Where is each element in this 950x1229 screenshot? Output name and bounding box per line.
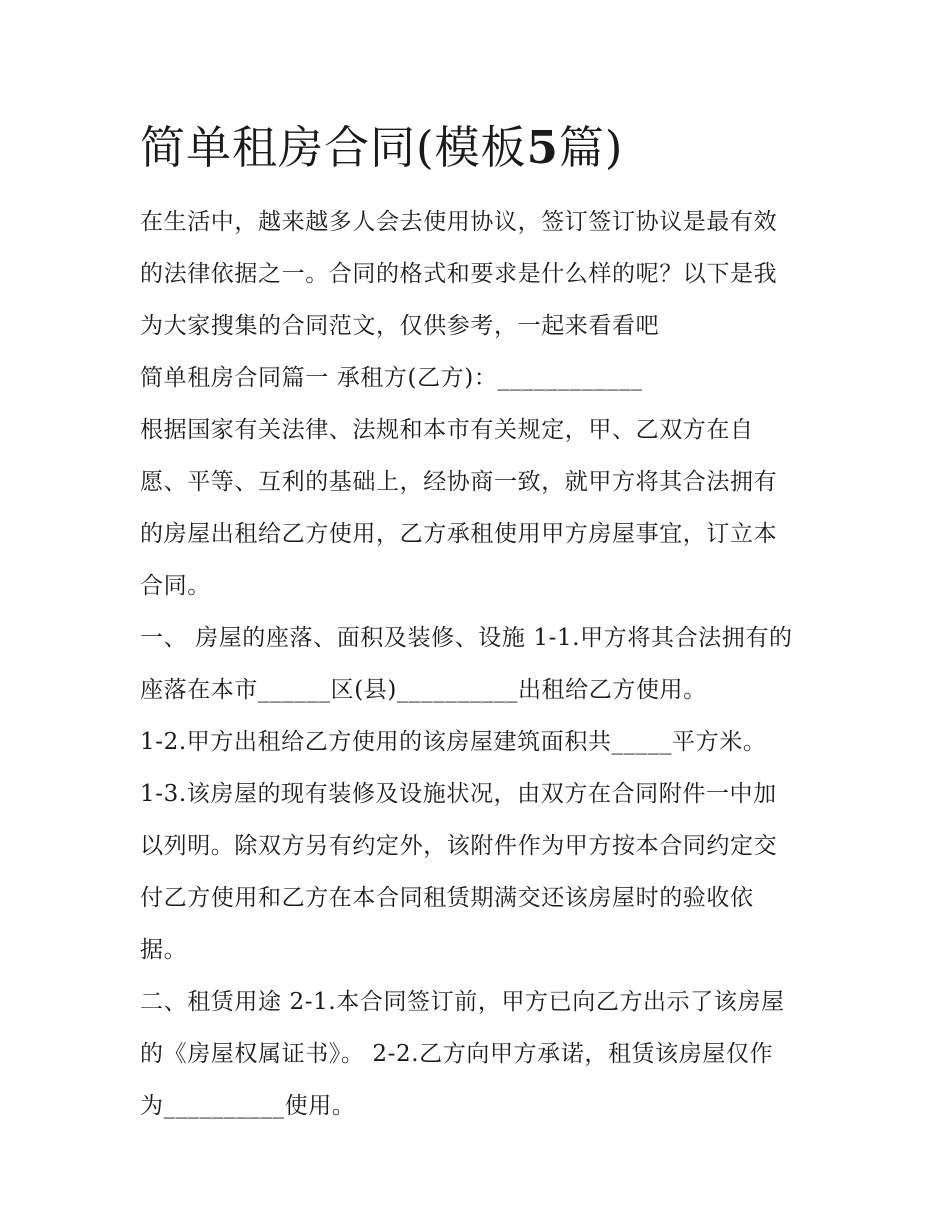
title-number: 5 — [526, 121, 559, 174]
body-line: 据。 — [140, 937, 188, 963]
title-text-start: 简单租房合同(模板 — [140, 121, 527, 174]
body-line: 1-3.该房屋的现有装修及设施状况，由双方在合同附件一中加 — [140, 781, 777, 807]
body-line: 的《房屋权属证书》。 2-2.乙方向甲方承诺，租赁该房屋仅作 — [140, 1041, 774, 1067]
title-text-end: 篇) — [558, 121, 624, 174]
document-body — [140, 196, 830, 1132]
body-line: 付乙方使用和乙方在本合同租赁期满交还该房屋时的验收依 — [140, 885, 754, 911]
body-line: 的房屋出租给乙方使用，乙方承租使用甲方房屋事宜，订立本 — [140, 521, 778, 547]
body-line: 在生活中，越来越多人会去使用协议，签订签订协议是最有效 — [140, 209, 778, 235]
body-line: 为大家搜集的合同范文，仅供参考，一起来看看吧 — [140, 313, 660, 339]
body-line: 愿、平等、互利的基础上，经协商一致，就甲方将其合法拥有 — [140, 469, 778, 495]
body-line: 座落在本市______区(县)__________出租给乙方使用。 — [140, 677, 707, 703]
document-title — [140, 112, 840, 184]
body-line: 1-2.甲方出租给乙方使用的该房屋建筑面积共_____平方米。 — [140, 729, 767, 755]
body-line: 以列明。除双方另有约定外，该附件作为甲方按本合同约定交 — [140, 833, 778, 859]
body-line: 二、租赁用途 2-1.本合同签订前，甲方已向乙方出示了该房屋 — [140, 989, 785, 1015]
body-line: 一、 房屋的座落、面积及装修、设施 1-1.甲方将其合法拥有的 — [140, 625, 793, 651]
body-line: 合同。 — [140, 573, 211, 599]
body-line: 为__________使用。 — [140, 1093, 356, 1119]
body-line: 简单租房合同篇一 承租方(乙方)：____________ — [140, 365, 643, 391]
body-line: 的法律依据之一。合同的格式和要求是什么样的呢？以下是我 — [140, 261, 778, 287]
body-line: 根据国家有关法律、法规和本市有关规定，甲、乙双方在自 — [140, 417, 754, 443]
